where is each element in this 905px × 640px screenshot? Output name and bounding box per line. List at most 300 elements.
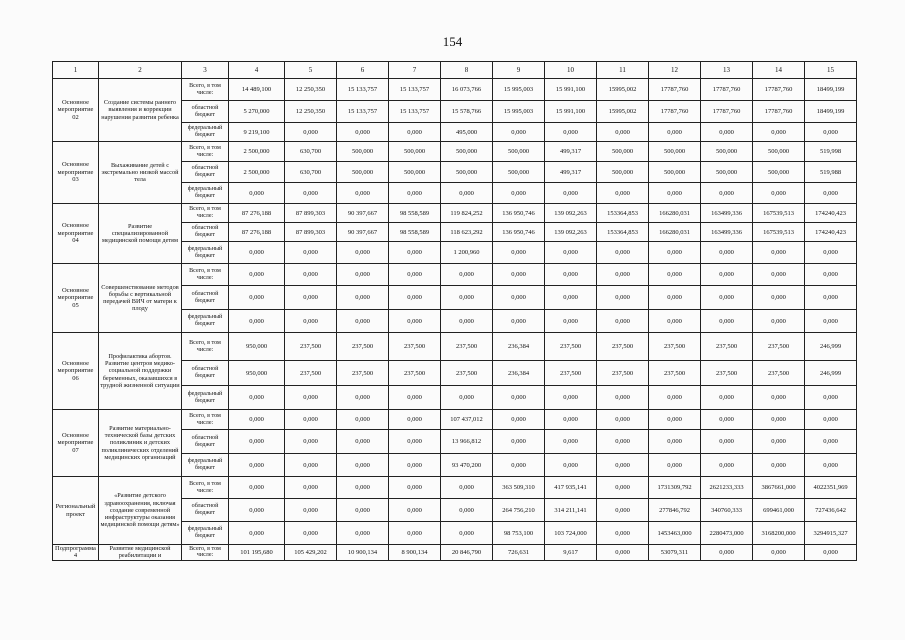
amount-cell: 0,000	[389, 123, 441, 142]
header-cell: 10	[545, 62, 597, 79]
amount-cell: 18499,199	[805, 79, 857, 101]
table-row	[53, 477, 857, 499]
measure-name: Основное мероприятие 07	[53, 410, 99, 477]
amount-cell: 12 250,350	[285, 79, 337, 101]
amount-cell: 0,000	[753, 386, 805, 410]
amount-cell: 0,000	[649, 310, 701, 333]
amount-cell: 0,000	[229, 242, 285, 264]
amount-cell: 237,500	[597, 333, 649, 361]
amount-cell: 0,000	[805, 310, 857, 333]
amount-cell: 0,000	[493, 286, 545, 310]
amount-cell: 0,000	[285, 123, 337, 142]
amount-cell: 0,000	[701, 410, 753, 430]
amount-cell: 0,000	[337, 386, 389, 410]
amount-cell: 15 133,757	[389, 79, 441, 101]
amount-cell: 0,000	[649, 430, 701, 454]
amount-cell: 87 276,188	[229, 223, 285, 242]
funding-source: Всего, в том числе:	[182, 545, 229, 561]
header-cell: 14	[753, 62, 805, 79]
measure-name: Основное мероприятие 03	[53, 142, 99, 204]
amount-cell: 0,000	[337, 286, 389, 310]
amount-cell: 0,000	[753, 545, 805, 561]
amount-cell: 0,000	[285, 410, 337, 430]
amount-cell: 237,500	[597, 361, 649, 386]
amount-cell: 0,000	[389, 430, 441, 454]
amount-cell: 0,000	[229, 522, 285, 545]
amount-cell: 0,000	[805, 242, 857, 264]
amount-cell: 0,000	[337, 522, 389, 545]
amount-cell: 0,000	[337, 410, 389, 430]
amount-cell: 3168200,000	[753, 522, 805, 545]
amount-cell: 107 437,012	[441, 410, 493, 430]
amount-cell: 0,000	[389, 522, 441, 545]
amount-cell: 0,000	[805, 410, 857, 430]
amount-cell: 0,000	[649, 386, 701, 410]
amount-cell: 0,000	[285, 286, 337, 310]
amount-cell: 0,000	[441, 477, 493, 499]
amount-cell: 0,000	[285, 430, 337, 454]
amount-cell: 2 500,000	[229, 142, 285, 162]
amount-cell: 0,000	[389, 386, 441, 410]
amount-cell: 20 846,790	[441, 545, 493, 561]
amount-cell: 0,000	[229, 499, 285, 522]
amount-cell: 12 250,350	[285, 101, 337, 123]
amount-cell: 237,500	[285, 361, 337, 386]
amount-cell: 0,000	[597, 477, 649, 499]
funding-source: областной бюджет	[182, 162, 229, 183]
amount-cell: 0,000	[597, 264, 649, 286]
amount-cell: 500,000	[493, 162, 545, 183]
amount-cell: 0,000	[389, 242, 441, 264]
amount-cell: 237,500	[545, 361, 597, 386]
amount-cell: 15 991,100	[545, 101, 597, 123]
amount-cell: 0,000	[337, 183, 389, 204]
amount-cell: 495,000	[441, 123, 493, 142]
funding-source: федеральный бюджет	[182, 242, 229, 264]
funding-source: Всего, в том числе:	[182, 477, 229, 499]
header-cell: 12	[649, 62, 701, 79]
funding-source: областной бюджет	[182, 430, 229, 454]
amount-cell: 0,000	[389, 264, 441, 286]
amount-cell: 15 995,003	[493, 79, 545, 101]
budget-table	[52, 61, 857, 561]
amount-cell: 166280,031	[649, 204, 701, 223]
amount-cell: 417 935,141	[545, 477, 597, 499]
table-row	[53, 142, 857, 162]
amount-cell: 0,000	[649, 410, 701, 430]
funding-source: Всего, в том числе:	[182, 204, 229, 223]
amount-cell: 0,000	[285, 264, 337, 286]
amount-cell: 500,000	[701, 162, 753, 183]
funding-source: Всего, в том числе:	[182, 333, 229, 361]
measure-description: Развитие материально-технической базы детских поликлиник и детских поликлинических отделений медицинских организаций	[99, 410, 182, 477]
amount-cell: 2 500,000	[229, 162, 285, 183]
amount-cell: 500,000	[597, 162, 649, 183]
amount-cell: 0,000	[285, 242, 337, 264]
amount-cell: 0,000	[229, 264, 285, 286]
amount-cell: 0,000	[493, 123, 545, 142]
amount-cell: 0,000	[701, 454, 753, 477]
amount-cell: 16 073,766	[441, 79, 493, 101]
amount-cell: 0,000	[389, 310, 441, 333]
amount-cell: 0,000	[337, 499, 389, 522]
amount-cell: 90 397,667	[337, 223, 389, 242]
funding-source: Всего, в том числе:	[182, 264, 229, 286]
funding-source: областной бюджет	[182, 223, 229, 242]
amount-cell: 1731309,792	[649, 477, 701, 499]
amount-cell: 53079,311	[649, 545, 701, 561]
amount-cell: 9,617	[545, 545, 597, 561]
amount-cell: 136 950,746	[493, 223, 545, 242]
amount-cell: 246,999	[805, 361, 857, 386]
amount-cell: 500,000	[649, 162, 701, 183]
amount-cell: 153364,853	[597, 223, 649, 242]
amount-cell: 726,631	[493, 545, 545, 561]
amount-cell: 519,998	[805, 142, 857, 162]
amount-cell: 0,000	[441, 522, 493, 545]
amount-cell: 163499,336	[701, 204, 753, 223]
amount-cell: 98 753,100	[493, 522, 545, 545]
amount-cell: 87 276,188	[229, 204, 285, 223]
amount-cell: 0,000	[285, 477, 337, 499]
amount-cell: 237,500	[701, 361, 753, 386]
header-row	[53, 62, 857, 79]
amount-cell: 237,500	[753, 361, 805, 386]
amount-cell: 0,000	[493, 183, 545, 204]
funding-source: федеральный бюджет	[182, 522, 229, 545]
amount-cell: 0,000	[753, 242, 805, 264]
amount-cell: 2280473,000	[701, 522, 753, 545]
amount-cell: 174240,423	[805, 204, 857, 223]
amount-cell: 118 623,292	[441, 223, 493, 242]
table-row	[53, 264, 857, 286]
funding-source: федеральный бюджет	[182, 123, 229, 142]
amount-cell: 500,000	[597, 142, 649, 162]
amount-cell: 0,000	[805, 286, 857, 310]
amount-cell: 0,000	[545, 310, 597, 333]
amount-cell: 0,000	[337, 454, 389, 477]
amount-cell: 0,000	[545, 410, 597, 430]
amount-cell: 174240,423	[805, 223, 857, 242]
amount-cell: 0,000	[597, 242, 649, 264]
amount-cell: 500,000	[337, 142, 389, 162]
budget-table-body	[53, 62, 857, 561]
header-cell: 6	[337, 62, 389, 79]
amount-cell: 630,700	[285, 162, 337, 183]
amount-cell: 90 397,667	[337, 204, 389, 223]
amount-cell: 0,000	[597, 386, 649, 410]
amount-cell: 10 900,134	[337, 545, 389, 561]
amount-cell: 0,000	[545, 123, 597, 142]
header-cell: 2	[99, 62, 182, 79]
amount-cell: 0,000	[389, 286, 441, 310]
amount-cell: 519,988	[805, 162, 857, 183]
amount-cell: 136 950,746	[493, 204, 545, 223]
amount-cell: 0,000	[753, 183, 805, 204]
amount-cell: 0,000	[337, 264, 389, 286]
amount-cell: 246,999	[805, 333, 857, 361]
amount-cell: 500,000	[441, 142, 493, 162]
amount-cell: 630,700	[285, 142, 337, 162]
table-row	[53, 204, 857, 223]
amount-cell: 98 558,589	[389, 223, 441, 242]
amount-cell: 363 509,310	[493, 477, 545, 499]
amount-cell: 500,000	[753, 162, 805, 183]
funding-source: федеральный бюджет	[182, 310, 229, 333]
amount-cell: 500,000	[753, 142, 805, 162]
measure-name: Основное мероприятие 06	[53, 333, 99, 410]
amount-cell: 0,000	[285, 499, 337, 522]
header-cell: 4	[229, 62, 285, 79]
amount-cell: 237,500	[285, 333, 337, 361]
amount-cell: 950,000	[229, 333, 285, 361]
amount-cell: 0,000	[597, 522, 649, 545]
amount-cell: 0,000	[493, 386, 545, 410]
amount-cell: 0,000	[753, 123, 805, 142]
amount-cell: 500,000	[441, 162, 493, 183]
amount-cell: 15995,002	[597, 79, 649, 101]
amount-cell: 0,000	[229, 430, 285, 454]
amount-cell: 119 824,252	[441, 204, 493, 223]
amount-cell: 18499,199	[805, 101, 857, 123]
amount-cell: 0,000	[493, 242, 545, 264]
funding-source: областной бюджет	[182, 499, 229, 522]
amount-cell: 15 991,100	[545, 79, 597, 101]
amount-cell: 0,000	[389, 499, 441, 522]
funding-source: областной бюджет	[182, 286, 229, 310]
amount-cell: 87 899,303	[285, 223, 337, 242]
amount-cell: 0,000	[649, 242, 701, 264]
amount-cell: 0,000	[701, 545, 753, 561]
amount-cell: 0,000	[701, 123, 753, 142]
amount-cell: 0,000	[229, 183, 285, 204]
measure-name: Основное мероприятие 04	[53, 204, 99, 264]
amount-cell: 105 429,202	[285, 545, 337, 561]
amount-cell: 0,000	[389, 477, 441, 499]
amount-cell: 0,000	[229, 410, 285, 430]
amount-cell: 15 995,003	[493, 101, 545, 123]
amount-cell: 167539,513	[753, 223, 805, 242]
measure-description: Развитие медицинской реабилитации и	[99, 545, 182, 561]
amount-cell: 0,000	[649, 286, 701, 310]
amount-cell: 0,000	[597, 410, 649, 430]
amount-cell: 237,500	[337, 333, 389, 361]
amount-cell: 0,000	[285, 183, 337, 204]
measure-description: «Развитие детского здравоохранения, включая создание современной инфраструктуры оказания медицинской помощи детям»	[99, 477, 182, 545]
amount-cell: 1 200,960	[441, 242, 493, 264]
amount-cell: 0,000	[753, 264, 805, 286]
amount-cell: 0,000	[337, 430, 389, 454]
amount-cell: 0,000	[753, 410, 805, 430]
amount-cell: 237,500	[389, 333, 441, 361]
funding-source: федеральный бюджет	[182, 183, 229, 204]
amount-cell: 15 578,766	[441, 101, 493, 123]
amount-cell: 237,500	[649, 361, 701, 386]
amount-cell: 0,000	[805, 264, 857, 286]
amount-cell: 0,000	[229, 477, 285, 499]
amount-cell: 0,000	[493, 454, 545, 477]
amount-cell: 500,000	[337, 162, 389, 183]
amount-cell: 1453463,000	[649, 522, 701, 545]
amount-cell: 3294915,327	[805, 522, 857, 545]
amount-cell: 314 211,141	[545, 499, 597, 522]
page-number: 154	[442, 34, 463, 49]
amount-cell: 0,000	[805, 386, 857, 410]
amount-cell: 17787,760	[753, 101, 805, 123]
header-cell: 7	[389, 62, 441, 79]
amount-cell: 8 900,134	[389, 545, 441, 561]
amount-cell: 163499,336	[701, 223, 753, 242]
amount-cell: 236,384	[493, 361, 545, 386]
table-row	[53, 410, 857, 430]
amount-cell: 15 133,757	[337, 79, 389, 101]
amount-cell: 0,000	[389, 454, 441, 477]
amount-cell: 166280,031	[649, 223, 701, 242]
amount-cell: 0,000	[545, 242, 597, 264]
amount-cell: 0,000	[805, 454, 857, 477]
amount-cell: 153364,853	[597, 204, 649, 223]
amount-cell: 4022351,969	[805, 477, 857, 499]
amount-cell: 237,500	[701, 333, 753, 361]
amount-cell: 0,000	[805, 545, 857, 561]
amount-cell: 237,500	[753, 333, 805, 361]
amount-cell: 0,000	[597, 545, 649, 561]
amount-cell: 0,000	[649, 183, 701, 204]
amount-cell: 727436,642	[805, 499, 857, 522]
amount-cell: 17787,760	[753, 79, 805, 101]
amount-cell: 0,000	[597, 454, 649, 477]
funding-source: областной бюджет	[182, 361, 229, 386]
measure-description: Создание системы раннего выявления и коррекции нарушения развития ребенка	[99, 79, 182, 142]
amount-cell: 0,000	[701, 310, 753, 333]
amount-cell: 0,000	[805, 183, 857, 204]
amount-cell: 0,000	[597, 499, 649, 522]
amount-cell: 0,000	[545, 454, 597, 477]
funding-source: областной бюджет	[182, 101, 229, 123]
amount-cell: 0,000	[701, 183, 753, 204]
funding-source: Всего, в том числе:	[182, 142, 229, 162]
funding-source: Всего, в том числе:	[182, 410, 229, 430]
amount-cell: 500,000	[649, 142, 701, 162]
amount-cell: 340760,333	[701, 499, 753, 522]
amount-cell: 0,000	[701, 286, 753, 310]
funding-source: Всего, в том числе:	[182, 79, 229, 101]
amount-cell: 0,000	[441, 499, 493, 522]
amount-cell: 0,000	[805, 123, 857, 142]
table-row	[53, 333, 857, 361]
amount-cell: 0,000	[701, 430, 753, 454]
amount-cell: 0,000	[493, 410, 545, 430]
amount-cell: 0,000	[285, 522, 337, 545]
amount-cell: 93 470,200	[441, 454, 493, 477]
amount-cell: 0,000	[229, 386, 285, 410]
amount-cell: 0,000	[701, 386, 753, 410]
amount-cell: 0,000	[701, 264, 753, 286]
amount-cell: 0,000	[441, 286, 493, 310]
amount-cell: 101 195,680	[229, 545, 285, 561]
header-cell: 1	[53, 62, 99, 79]
header-cell: 15	[805, 62, 857, 79]
header-cell: 9	[493, 62, 545, 79]
amount-cell: 950,000	[229, 361, 285, 386]
amount-cell: 0,000	[493, 310, 545, 333]
amount-cell: 0,000	[285, 310, 337, 333]
amount-cell: 15 133,757	[337, 101, 389, 123]
amount-cell: 237,500	[649, 333, 701, 361]
amount-cell: 0,000	[441, 264, 493, 286]
amount-cell: 500,000	[389, 162, 441, 183]
header-cell: 13	[701, 62, 753, 79]
amount-cell: 0,000	[753, 310, 805, 333]
amount-cell: 139 092,263	[545, 223, 597, 242]
amount-cell: 0,000	[441, 386, 493, 410]
amount-cell: 0,000	[649, 454, 701, 477]
amount-cell: 3867661,000	[753, 477, 805, 499]
measure-name: Основное мероприятие 02	[53, 79, 99, 142]
amount-cell: 0,000	[441, 183, 493, 204]
amount-cell: 15995,002	[597, 101, 649, 123]
amount-cell: 237,500	[441, 361, 493, 386]
amount-cell: 0,000	[805, 430, 857, 454]
amount-cell: 17787,760	[701, 101, 753, 123]
header-cell: 5	[285, 62, 337, 79]
amount-cell: 0,000	[229, 286, 285, 310]
amount-cell: 17787,760	[649, 79, 701, 101]
amount-cell: 0,000	[337, 477, 389, 499]
amount-cell: 237,500	[389, 361, 441, 386]
amount-cell: 15 133,757	[389, 101, 441, 123]
amount-cell: 0,000	[493, 264, 545, 286]
amount-cell: 237,500	[337, 361, 389, 386]
amount-cell: 0,000	[545, 286, 597, 310]
amount-cell: 499,317	[545, 142, 597, 162]
amount-cell: 0,000	[493, 430, 545, 454]
measure-description: Профилактика абортов. Развитие центров медико-социальной поддержки беременных, оказавшихся в трудной жизненной ситуации	[99, 333, 182, 410]
amount-cell: 0,000	[229, 454, 285, 477]
header-cell: 8	[441, 62, 493, 79]
amount-cell: 0,000	[649, 123, 701, 142]
amount-cell: 0,000	[441, 310, 493, 333]
amount-cell: 0,000	[545, 264, 597, 286]
amount-cell: 499,317	[545, 162, 597, 183]
amount-cell: 699461,000	[753, 499, 805, 522]
amount-cell: 17787,760	[701, 79, 753, 101]
amount-cell: 0,000	[545, 183, 597, 204]
amount-cell: 264 756,210	[493, 499, 545, 522]
amount-cell: 0,000	[597, 430, 649, 454]
amount-cell: 17787,760	[649, 101, 701, 123]
amount-cell: 277846,792	[649, 499, 701, 522]
amount-cell: 0,000	[337, 242, 389, 264]
amount-cell: 500,000	[701, 142, 753, 162]
header-cell: 3	[182, 62, 229, 79]
amount-cell: 2621233,333	[701, 477, 753, 499]
funding-source: федеральный бюджет	[182, 386, 229, 410]
amount-cell: 0,000	[229, 310, 285, 333]
amount-cell: 139 092,263	[545, 204, 597, 223]
measure-name: Основное мероприятие 05	[53, 264, 99, 333]
amount-cell: 13 966,812	[441, 430, 493, 454]
measure-description: Выхаживание детей с экстремально низкой массой тела	[99, 142, 182, 204]
amount-cell: 0,000	[597, 123, 649, 142]
amount-cell: 98 558,589	[389, 204, 441, 223]
header-cell: 11	[597, 62, 649, 79]
amount-cell: 0,000	[597, 183, 649, 204]
amount-cell: 0,000	[389, 183, 441, 204]
amount-cell: 0,000	[753, 430, 805, 454]
measure-name: Подпрограмма 4	[53, 545, 99, 561]
amount-cell: 236,384	[493, 333, 545, 361]
